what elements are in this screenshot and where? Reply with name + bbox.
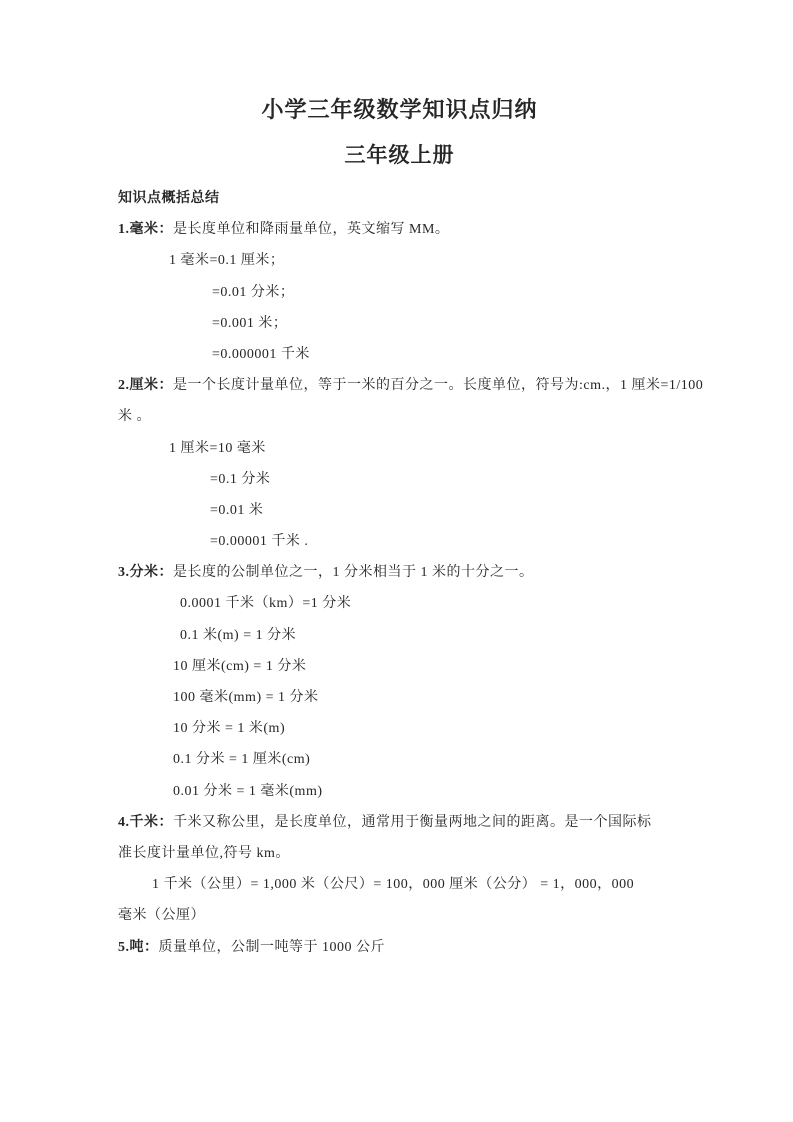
term-label: 5.吨：	[118, 939, 159, 955]
section-intro-line	[118, 557, 681, 588]
term-label: 2.厘米：	[118, 378, 173, 394]
line-text: 0.01 分米 = 1 毫米(mm)	[173, 783, 323, 799]
document-line	[118, 713, 681, 744]
document-line	[118, 245, 681, 276]
line-text: =0.01 米	[210, 502, 264, 518]
line-text: =0.1 分米	[210, 471, 271, 487]
line-text: 米 。	[118, 409, 151, 425]
document-line	[118, 838, 681, 869]
section-intro-line	[118, 370, 704, 401]
document-line	[118, 433, 681, 464]
document-line	[118, 495, 681, 526]
document-line	[118, 401, 681, 432]
document-line	[118, 308, 681, 339]
term-label: 4.千米：	[118, 814, 173, 830]
line-text: 1 厘米=10 毫米	[169, 440, 266, 456]
line-text: 0.1 米(m) = 1 分米	[180, 627, 297, 643]
line-text: 准长度计量单位,符号 km。	[118, 845, 290, 861]
line-text: 是一个长度计量单位，等于一米的百分之一。长度单位，符号为:cm.，1 厘米=1/100	[173, 378, 704, 394]
line-text: 100 毫米(mm) = 1 分米	[173, 690, 319, 706]
document-line	[118, 776, 681, 807]
line-text: 10 分米 = 1 米(m)	[173, 721, 286, 737]
line-text: 1 千米（公里）= 1,000 米（公尺）= 100，000 厘米（公分） = 1，000，000	[152, 877, 635, 893]
document-line	[118, 744, 681, 775]
line-text: =0.000001 千米	[212, 346, 310, 362]
section-intro-line	[118, 214, 681, 245]
document-line	[118, 588, 681, 619]
document-body	[118, 214, 704, 963]
line-text: 0.0001 千米（km）=1 分米	[180, 596, 352, 612]
document-line	[118, 869, 681, 900]
document-line	[118, 464, 681, 495]
document-line	[118, 339, 681, 370]
section-intro-line	[118, 932, 681, 963]
line-text: 毫米（公厘）	[118, 908, 205, 924]
line-text: 1 毫米=0.1 厘米；	[169, 253, 285, 269]
line-text: 千米又称公里，是长度单位，通常用于衡量两地之间的距离。是一个国际标	[173, 814, 652, 830]
document-line	[118, 682, 681, 713]
line-text: =0.00001 千米 .	[210, 534, 309, 550]
document-line	[118, 277, 681, 308]
term-label: 1.毫米：	[118, 222, 173, 238]
line-text: 0.1 分米 = 1 厘米(cm)	[173, 752, 311, 768]
line-text: 质量单位，公制一吨等于 1000 公斤	[158, 939, 385, 955]
term-label: 3.分米：	[118, 565, 173, 581]
line-text: 是长度的公制单位之一，1 分米相当于 1 米的十分之一。	[173, 565, 534, 581]
document-title: 小学三年级数学知识点归纳	[261, 97, 538, 122]
document-line	[118, 900, 681, 931]
document-line	[118, 526, 681, 557]
section-intro-line	[118, 807, 681, 838]
line-text: 10 厘米(cm) = 1 分米	[173, 658, 307, 674]
line-text: =0.001 米；	[212, 315, 288, 331]
knowledge-points-heading: 知识点概括总结	[118, 191, 220, 206]
line-text: =0.01 分米；	[212, 284, 295, 300]
document-subtitle: 三年级上册	[344, 143, 455, 167]
document-line	[118, 620, 681, 651]
line-text: 是长度单位和降雨量单位，英文缩写 MM。	[173, 222, 450, 238]
document-line	[118, 651, 681, 682]
